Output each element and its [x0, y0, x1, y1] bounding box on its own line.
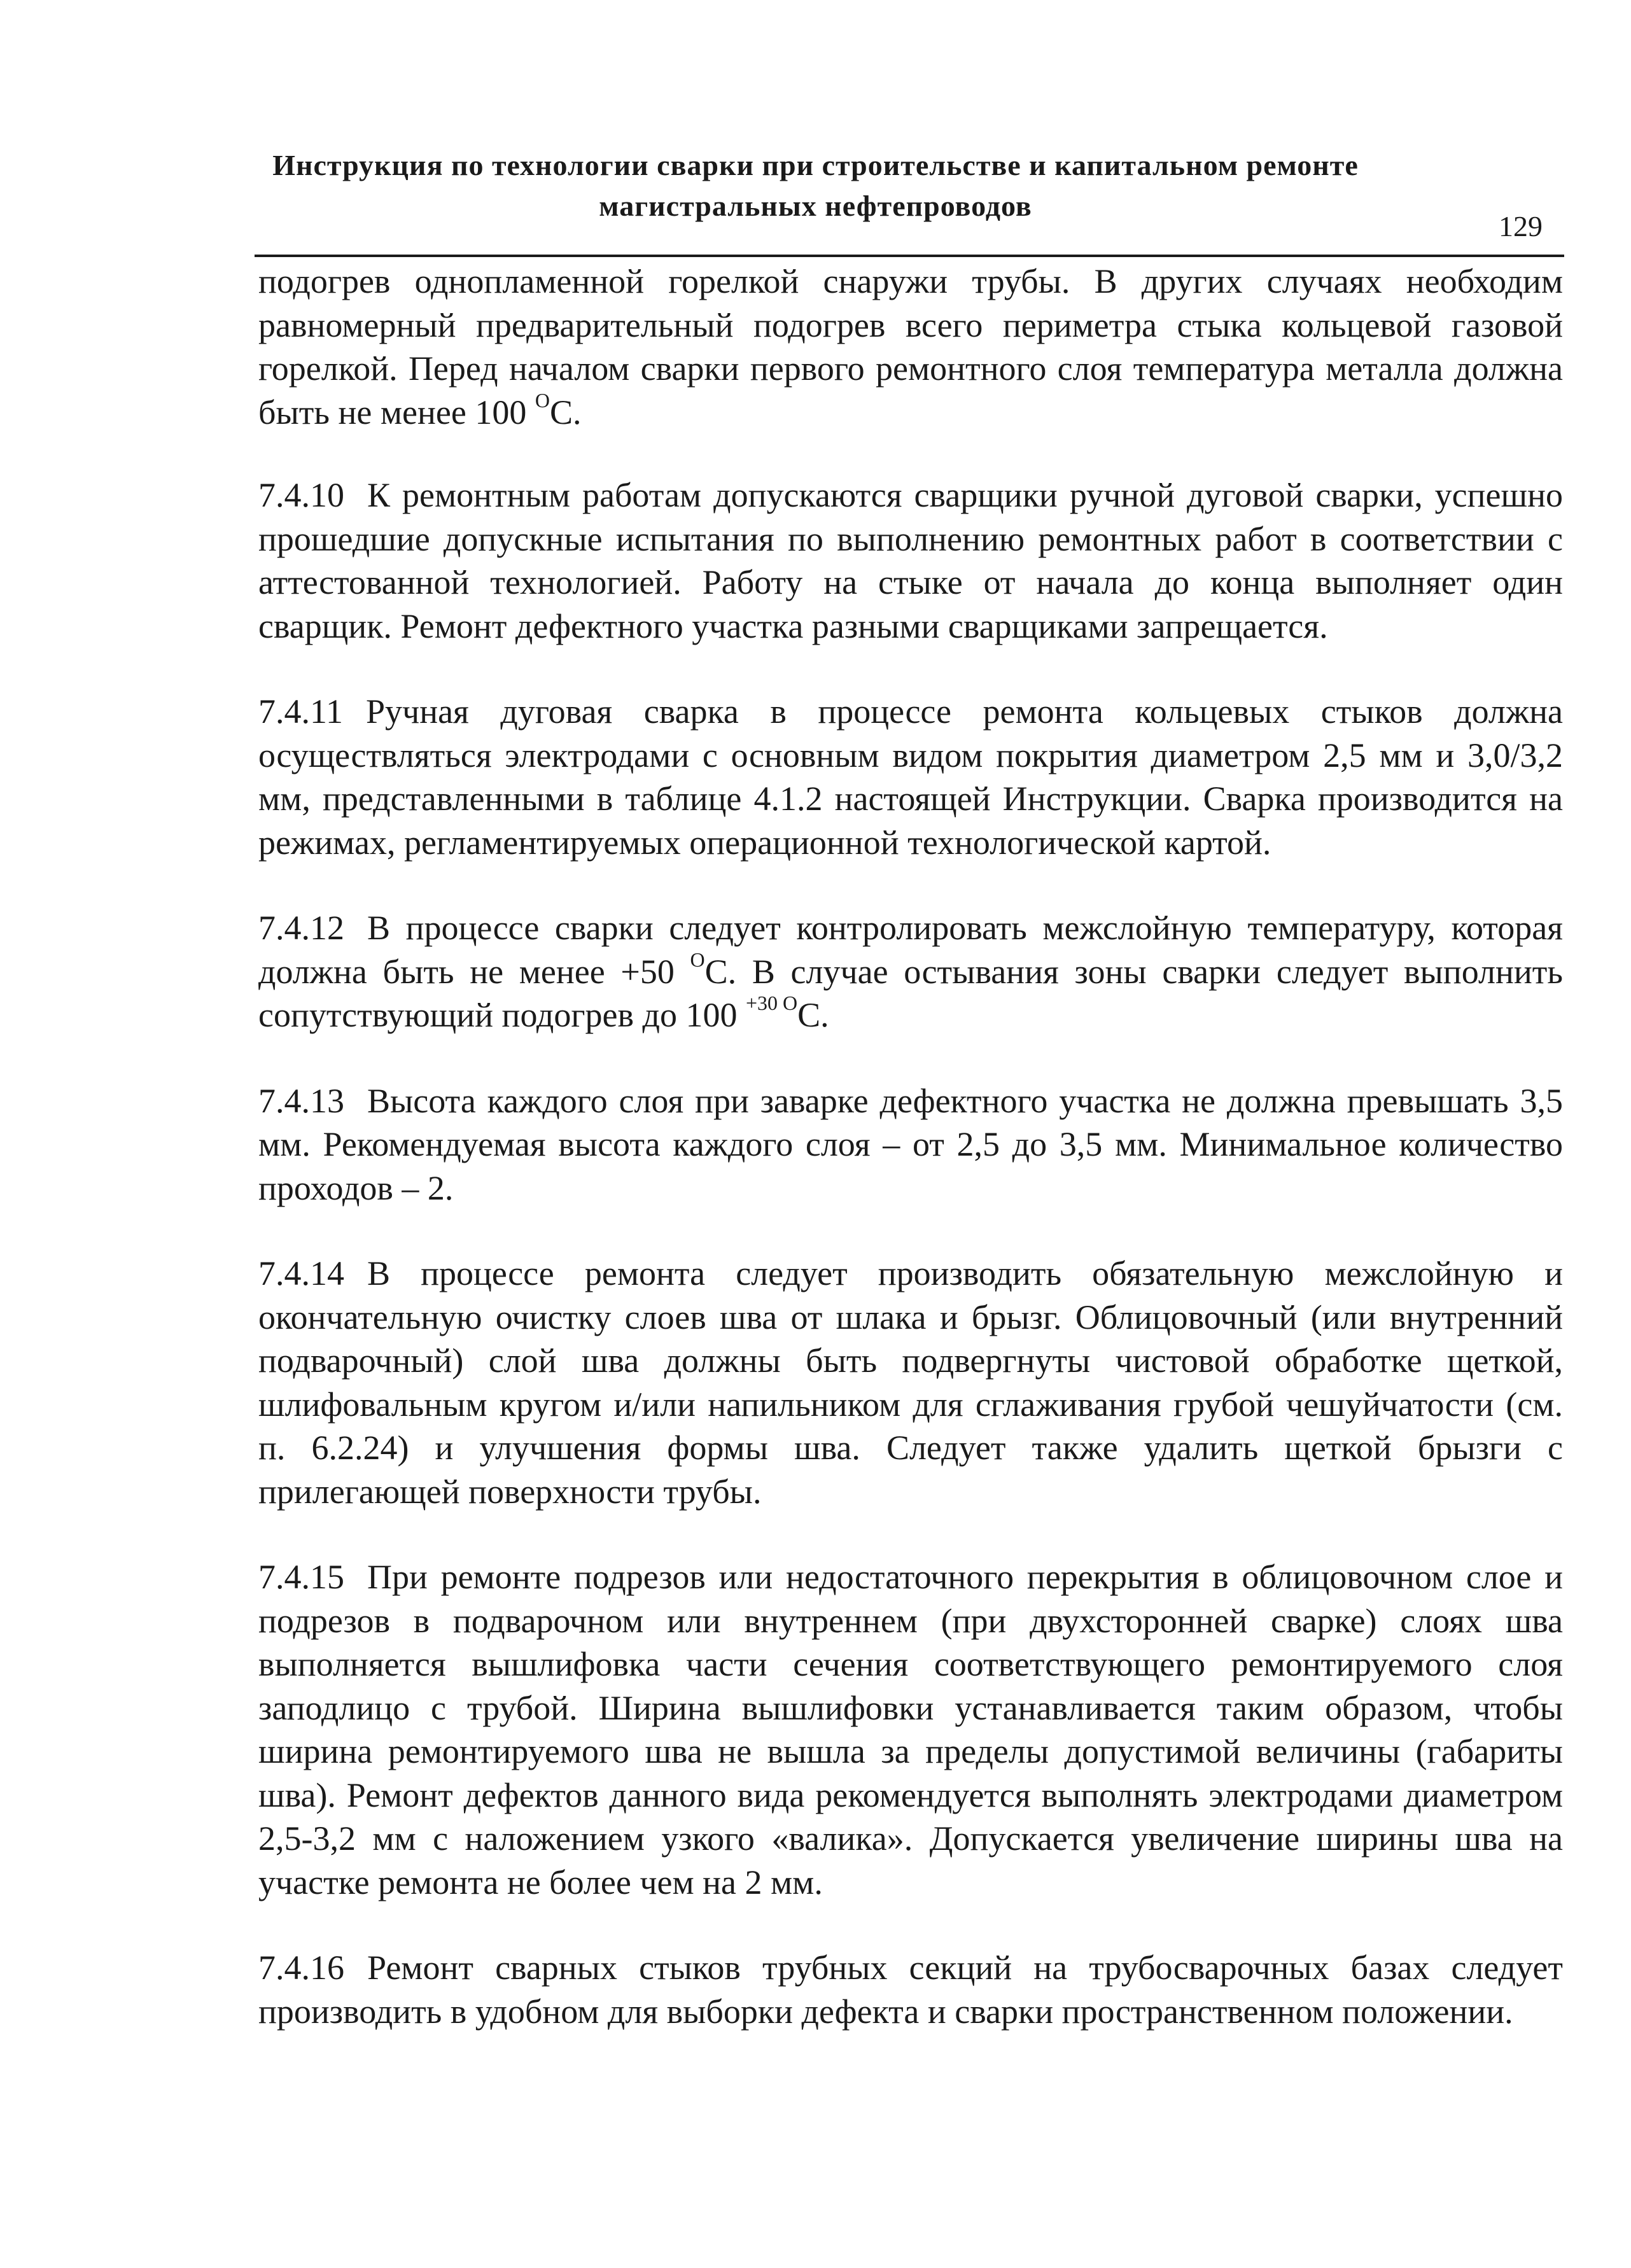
paragraph-text: При ремонте подрезов или недостаточного перекрытия в облицовочном слое и подрезов в подварочном или внутреннем (при двухсторонней сварке) слоях шва выполняется вышлифовка части сечения соответствующего ремонтируемого слоя заподлицо с трубой. Ширина вышлифовки устанавливается таким образом, чтобы ширина ремонтируемого шва не вышла за пределы допустимой величины (габариты шва). Ремонт дефектов данного вида рекомендуется выполнять электродами диаметром 2,5-3,2 мм с наложением узкого «валика». Допускается увеличение ширины шва на участке ремонта не более чем на 2 мм. [258, 1558, 1563, 1901]
paragraph-text: В процессе сварки следует контролировать межслойную температуру, которая должна быть не менее +50 [258, 909, 1563, 991]
paragraph-7-4-14 [258, 1252, 1563, 1513]
paragraph-continuation [258, 260, 1563, 434]
page-number: 129 [1499, 210, 1543, 242]
running-header [0, 145, 1631, 227]
paragraph-7-4-10 [258, 473, 1563, 648]
clause-number: 7.4.16 [258, 1949, 344, 1987]
document-body [258, 260, 1563, 2075]
paragraph-text: подогрев однопламенной горелкой снаружи трубы. В других случаях необходим равномерный предварительный подогрев всего периметра стыка кольцевой газовой горелкой. Перед началом сварки первого ремонтного слоя температура металла должна быть не менее 100 [258, 262, 1563, 431]
clause-number: 7.4.11 [258, 692, 343, 731]
paragraph-text: Ручная дуговая сварка в процессе ремонта кольцевых стыков должна осуществляться электродами с основным видом покрытия диаметром 2,5 мм и 3,0/3,2 мм, представленными в таблице 4.1.2 настоящей Инструкции. Сварка производится на режимах, регламентируемых операционной технологической картой. [258, 692, 1563, 862]
paragraph-text: К ремонтным работам допускаются сварщики ручной дуговой сварки, успешно прошедшие допускные испытания по выполнению ремонтных работ в соответствии с аттестованной технологией. Работу на стыке от начала до конца выполняет один сварщик. Ремонт дефектного участка разными сварщиками запрещается. [258, 476, 1563, 645]
paragraph-7-4-13 [258, 1079, 1563, 1210]
paragraph-7-4-12 [258, 906, 1563, 1037]
clause-number: 7.4.12 [258, 909, 344, 947]
clause-number: 7.4.13 [258, 1081, 344, 1120]
header-title-line2: магистральных нефтепроводов [599, 190, 1032, 222]
clause-number: 7.4.10 [258, 476, 344, 514]
header-rule [255, 255, 1564, 257]
tolerance-superscript: +30 О [745, 991, 798, 1014]
clause-number: 7.4.14 [258, 1254, 344, 1292]
degree-superscript: О [690, 948, 705, 971]
paragraph-7-4-16 [258, 1946, 1563, 2033]
paragraph-7-4-11 [258, 690, 1563, 864]
degree-superscript: О [535, 388, 550, 412]
paragraph-text: В процессе ремонта следует производить обязательную межслойную и окончательную очистку слоев шва от шлака и брызг. Облицовочный (или внутренний подварочный) слой шва должны быть подвергнуты чистовой обработке щеткой, шлифовальным кругом и/или напильником для сглаживания грубой чешуйчатости (см. п. 6.2.24) и улучшения формы шва. Следует также удалить щеткой брызги с прилегающей поверхности трубы. [258, 1254, 1563, 1511]
paragraph-text-end: С. [549, 393, 582, 431]
paragraph-text-end: С. [797, 996, 829, 1034]
paragraph-text-mid: С. В случае остывания зоны сварки следует выполнить сопутствующий подогрев до 100 [258, 952, 1563, 1034]
header-title-line1: Инструкция по технологии сварки при строительстве и капитальном ремонте [272, 149, 1359, 181]
paragraph-text: Высота каждого слоя при заварке дефектного участка не должна превышать 3,5 мм. Рекомендуемая высота каждого слоя – от 2,5 до 3,5 мм. Минимальное количество проходов – 2. [258, 1081, 1563, 1207]
paragraph-text: Ремонт сварных стыков трубных секций на трубосварочных базах следует производить в удобном для выборки дефекта и сварки пространственном положении. [258, 1949, 1563, 2031]
paragraph-7-4-15 [258, 1555, 1563, 1904]
clause-number: 7.4.15 [258, 1558, 344, 1596]
